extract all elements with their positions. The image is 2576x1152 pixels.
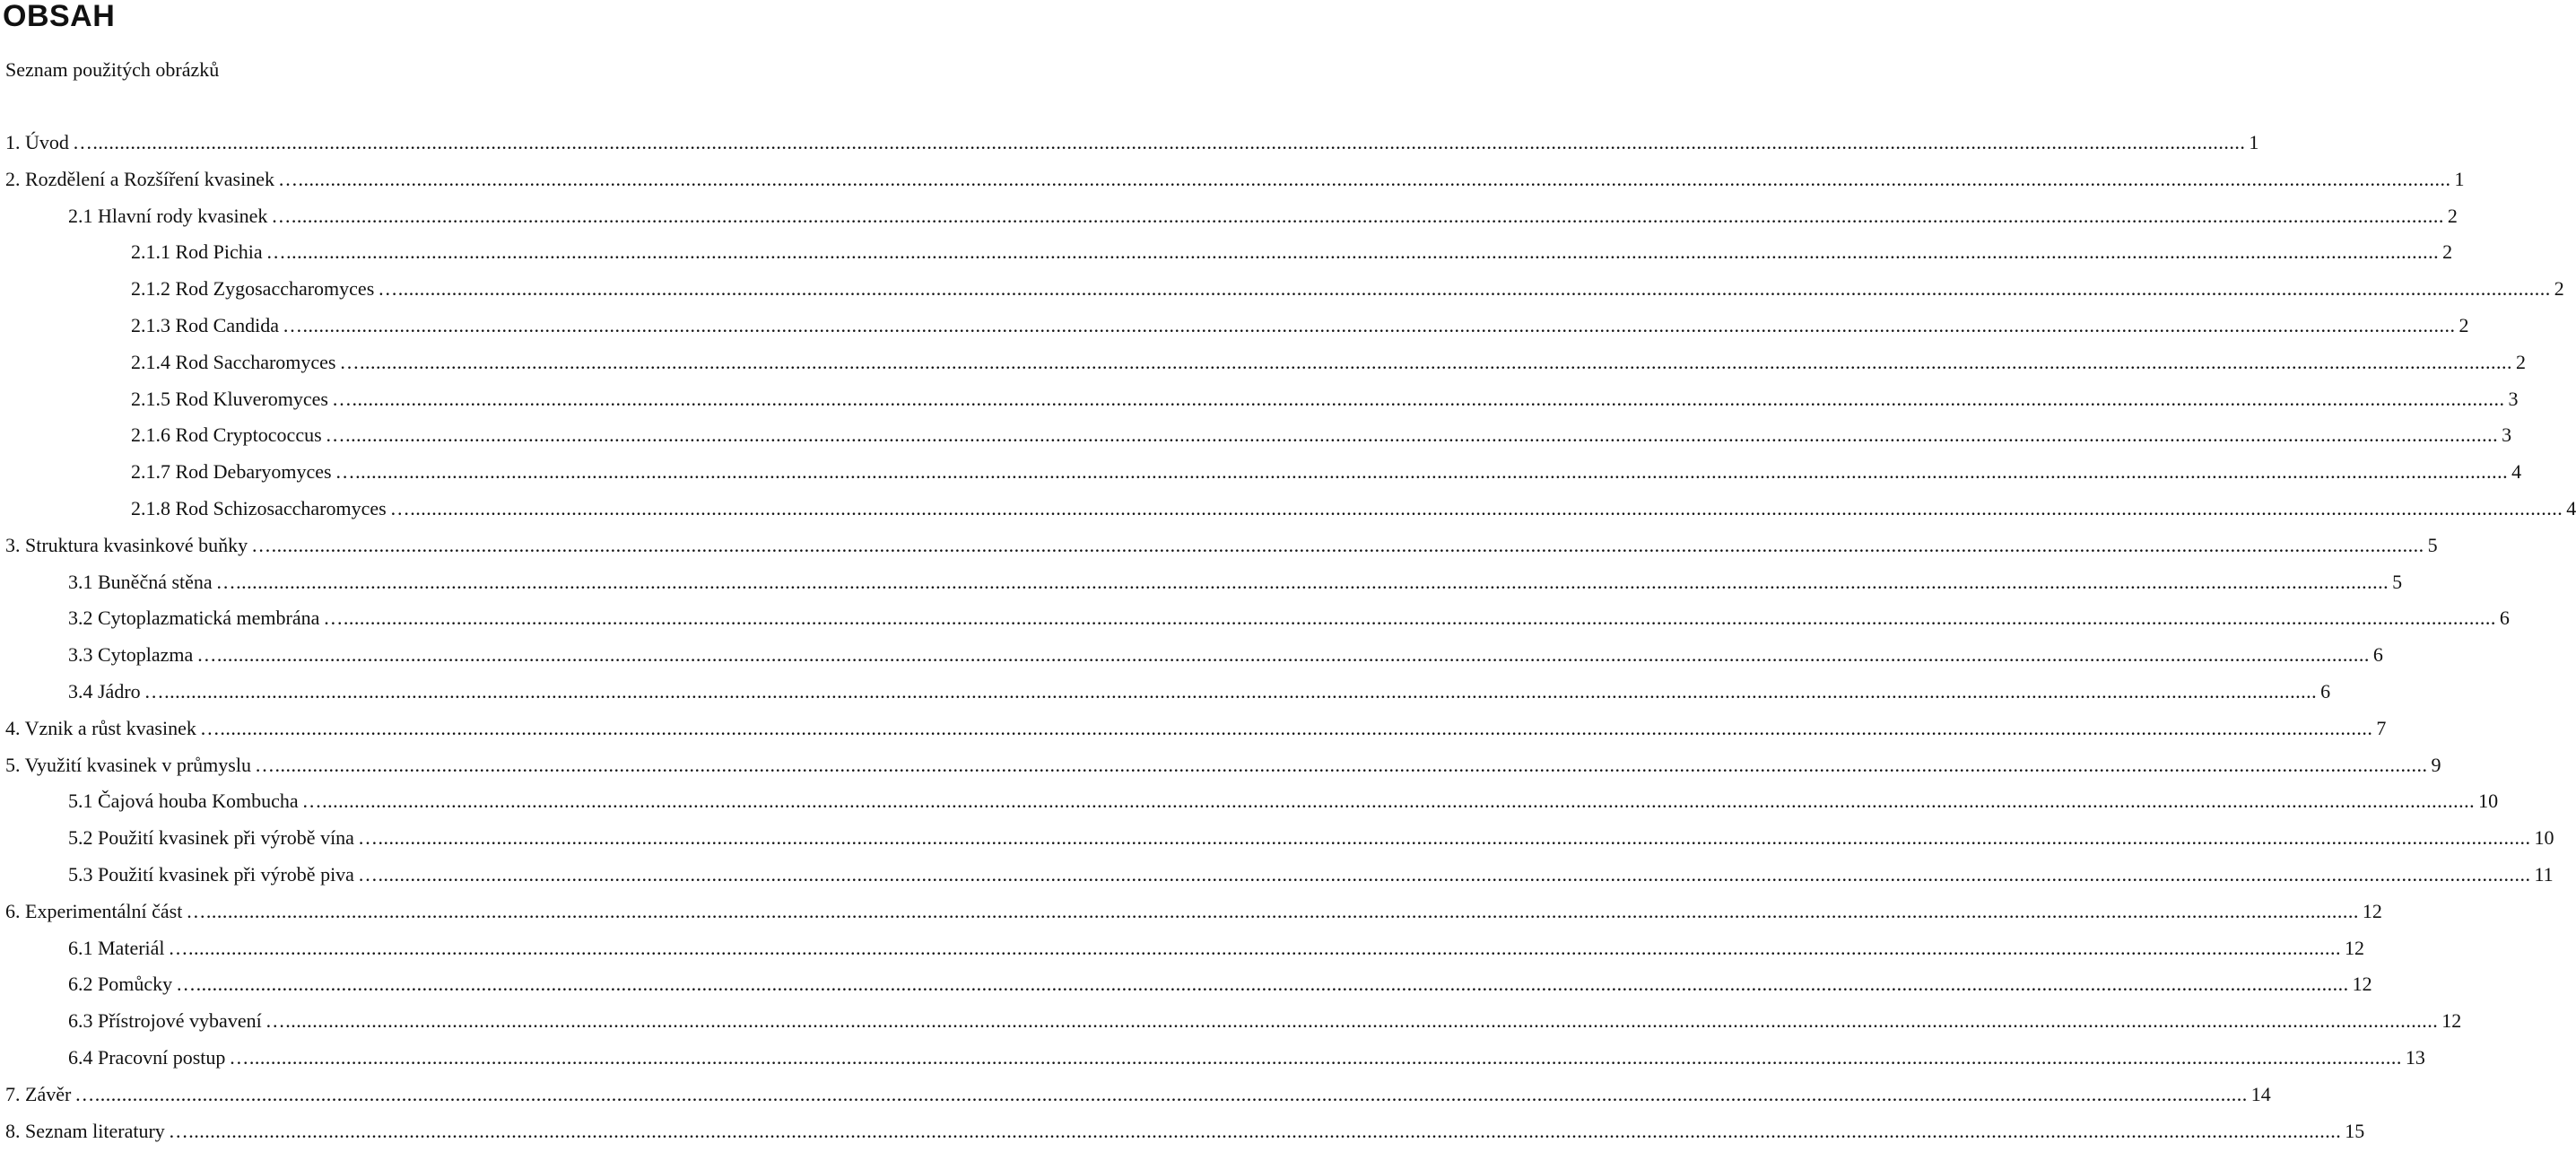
toc-entry-page: 14 (2250, 1083, 2271, 1105)
toc-entry-label: 2. Rozdělení a Rozšíření kvasinek (5, 168, 274, 190)
toc-dot-leader: …................................................................................................................................................................................................................................................................................................................................................................................................................ (168, 937, 2342, 959)
toc-entry[interactable] (5, 1118, 2365, 1145)
toc-dot-leader: …................................................................................................................................................................................................................................................................................................................................................................................................................ (176, 973, 2349, 995)
toc-dot-leader: …................................................................................................................................................................................................................................................................................................................................................................................................................ (325, 423, 2499, 446)
toc-dot-leader: …................................................................................................................................................................................................................................................................................................................................................................................................................ (389, 497, 2563, 519)
toc-entry[interactable] (68, 825, 2554, 851)
toc-dot-leader: …................................................................................................................................................................................................................................................................................................................................................................................................................ (271, 205, 2444, 227)
toc-entry-page: 2 (2516, 351, 2526, 373)
toc-dot-leader: …................................................................................................................................................................................................................................................................................................................................................................................................................ (283, 314, 2456, 336)
toc-entry-label: 7. Závěr (5, 1083, 72, 1105)
toc-entry[interactable] (5, 166, 2465, 193)
toc-entry-page: 10 (2478, 790, 2499, 812)
toc-entry-page: 13 (2405, 1046, 2425, 1069)
toc-dot-leader: …................................................................................................................................................................................................................................................................................................................................................................................................................ (277, 168, 2451, 190)
toc-dot-leader: …................................................................................................................................................................................................................................................................................................................................................................................................................ (74, 1083, 2248, 1105)
toc-entry-label: 1. Úvod (5, 131, 69, 153)
toc-entry[interactable] (68, 861, 2554, 888)
toc-dot-leader: …................................................................................................................................................................................................................................................................................................................................................................................................................ (144, 680, 2318, 703)
toc-entry[interactable] (68, 1044, 2425, 1071)
toc-entry[interactable] (131, 495, 2576, 522)
toc-entry-page: 6 (2499, 607, 2510, 629)
toc-dot-leader: …................................................................................................................................................................................................................................................................................................................................................................................................................ (339, 351, 2512, 373)
toc-entry-label: 5.3 Použití kvasinek při výrobě piva (68, 863, 354, 886)
toc-entry[interactable] (68, 569, 2403, 596)
toc-dot-leader: …................................................................................................................................................................................................................................................................................................................................................................................................................ (265, 240, 2440, 263)
list-of-figures-link[interactable]: Seznam použitých obrázků (5, 58, 220, 81)
toc-dot-leader: …................................................................................................................................................................................................................................................................................................................................................................................................................ (196, 643, 2370, 666)
toc-dot-leader: …................................................................................................................................................................................................................................................................................................................................................................................................................ (229, 1046, 2402, 1069)
toc-entry[interactable] (68, 1008, 2462, 1034)
toc-entry[interactable] (68, 678, 2331, 705)
toc-entry-label: 3.1 Buněčná stěna (68, 571, 213, 593)
toc-entry[interactable] (5, 532, 2438, 559)
toc-entry[interactable] (68, 605, 2510, 632)
toc-entry[interactable] (131, 275, 2564, 302)
toc-dot-leader: …................................................................................................................................................................................................................................................................................................................................................................................................................ (186, 900, 2359, 922)
toc-entry[interactable] (131, 239, 2453, 266)
toc-entry-label: 2.1 Hlavní rody kvasinek (68, 205, 268, 227)
toc-entry-page: 4 (2511, 460, 2522, 483)
toc-entry-page: 12 (2362, 900, 2382, 922)
toc-entry-page: 12 (2345, 937, 2365, 959)
toc-dot-leader: …................................................................................................................................................................................................................................................................................................................................................................................................................ (168, 1120, 2342, 1142)
toc-entry-label: 2.1.7 Rod Debaryomyces (131, 460, 332, 483)
toc-dot-leader: …................................................................................................................................................................................................................................................................................................................................................................................................................ (378, 277, 2551, 300)
page-title: OBSAH (3, 0, 116, 33)
toc-entry[interactable] (68, 641, 2383, 668)
toc-entry-page: 6 (2320, 680, 2331, 703)
toc-dot-leader: …................................................................................................................................................................................................................................................................................................................................................................................................................ (357, 826, 2531, 849)
toc-dot-leader: …................................................................................................................................................................................................................................................................................................................................................................................................................ (265, 1009, 2439, 1032)
toc-dot-leader: …................................................................................................................................................................................................................................................................................................................................................................................................................ (251, 534, 2424, 556)
toc-entry-label: 6.1 Materiál (68, 937, 165, 959)
toc-dot-leader: …................................................................................................................................................................................................................................................................................................................................................................................................................ (357, 863, 2531, 886)
toc-entry[interactable] (131, 386, 2519, 413)
toc-entry-page: 6 (2372, 643, 2383, 666)
toc-entry-page: 1 (2249, 131, 2259, 153)
toc-dot-leader: …................................................................................................................................................................................................................................................................................................................................................................................................................ (254, 754, 2428, 776)
toc-entry-page: 2 (2459, 314, 2469, 336)
toc-entry-label: 3.3 Cytoplazma (68, 643, 194, 666)
toc-entry[interactable] (131, 312, 2469, 339)
toc-entry-label: 5.1 Čajová houba Kombucha (68, 790, 299, 812)
toc-dot-leader: …................................................................................................................................................................................................................................................................................................................................................................................................................ (331, 388, 2505, 410)
toc-entry[interactable] (131, 458, 2522, 485)
toc-entry-page: 4 (2566, 497, 2576, 519)
toc-entry-page: 12 (2441, 1009, 2462, 1032)
toc-entry[interactable] (5, 898, 2382, 925)
toc-entry-label: 3.2 Cytoplazmatická membrána (68, 607, 320, 629)
toc-entry[interactable] (5, 715, 2387, 742)
toc-dot-leader: …................................................................................................................................................................................................................................................................................................................................................................................................................ (335, 460, 2509, 483)
toc-entry-page: 10 (2534, 826, 2554, 849)
toc-entry-label: 2.1.5 Rod Kluveromyces (131, 388, 328, 410)
toc-entry[interactable] (68, 935, 2365, 962)
toc-entry[interactable] (5, 1081, 2271, 1108)
toc-entry-label: 2.1.6 Rod Cryptococcus (131, 423, 322, 446)
toc-entry-label: 6. Experimentální část (5, 900, 183, 922)
toc-entry[interactable] (131, 422, 2512, 449)
toc-entry-label: 3. Struktura kvasinkové buňky (5, 534, 248, 556)
toc-entry-page: 15 (2345, 1120, 2365, 1142)
toc-entry-page: 7 (2376, 717, 2387, 739)
toc-entry-label: 2.1.8 Rod Schizosaccharomyces (131, 497, 387, 519)
toc-entry-label: 6.3 Přístrojové vybavení (68, 1009, 262, 1032)
toc-entry-page: 1 (2454, 168, 2465, 190)
toc-entry-label: 6.4 Pracovní postup (68, 1046, 226, 1069)
toc-entry-label: 2.1.4 Rod Saccharomyces (131, 351, 336, 373)
toc-dot-leader: …................................................................................................................................................................................................................................................................................................................................................................................................................ (72, 131, 2246, 153)
toc-entry-page: 11 (2534, 863, 2554, 886)
toc-entry-page: 5 (2427, 534, 2438, 556)
toc-entry-label: 2.1.1 Rod Pichia (131, 240, 263, 263)
toc-entry[interactable] (68, 971, 2372, 998)
toc-dot-leader: …................................................................................................................................................................................................................................................................................................................................................................................................................ (215, 571, 2389, 593)
toc-entry-label: 4. Vznik a růst kvasinek (5, 717, 196, 739)
toc-entry-page: 5 (2392, 571, 2403, 593)
toc-entry-label: 5.2 Použití kvasinek při výrobě vína (68, 826, 354, 849)
toc-dot-leader: …................................................................................................................................................................................................................................................................................................................................................................................................................ (323, 607, 2496, 629)
toc-entry[interactable] (131, 349, 2526, 376)
toc-entry-page: 12 (2352, 973, 2372, 995)
toc-entry-label: 6.2 Pomůcky (68, 973, 173, 995)
toc-entry-page: 2 (2447, 205, 2458, 227)
toc-entry-label: 2.1.2 Rod Zygosaccharomyces (131, 277, 375, 300)
toc-entry-label: 8. Seznam literatury (5, 1120, 165, 1142)
toc-entry-page: 9 (2431, 754, 2441, 776)
toc-dot-leader: …................................................................................................................................................................................................................................................................................................................................................................................................................ (301, 790, 2476, 812)
toc-entry[interactable] (68, 788, 2499, 815)
toc-dot-leader: …................................................................................................................................................................................................................................................................................................................................................................................................................ (199, 717, 2373, 739)
toc-entry-label: 5. Využití kvasinek v průmyslu (5, 754, 251, 776)
toc-entry-label: 3.4 Jádro (68, 680, 141, 703)
toc-entry-page: 2 (2442, 240, 2453, 263)
toc-entry-page: 3 (2508, 388, 2519, 410)
toc-entry-page: 2 (2554, 277, 2564, 300)
toc-entry[interactable] (68, 203, 2458, 230)
toc-entry-page: 3 (2502, 423, 2512, 446)
toc-entry[interactable] (5, 129, 2259, 156)
toc-entry-label: 2.1.3 Rod Candida (131, 314, 279, 336)
toc-entry[interactable] (5, 752, 2441, 779)
